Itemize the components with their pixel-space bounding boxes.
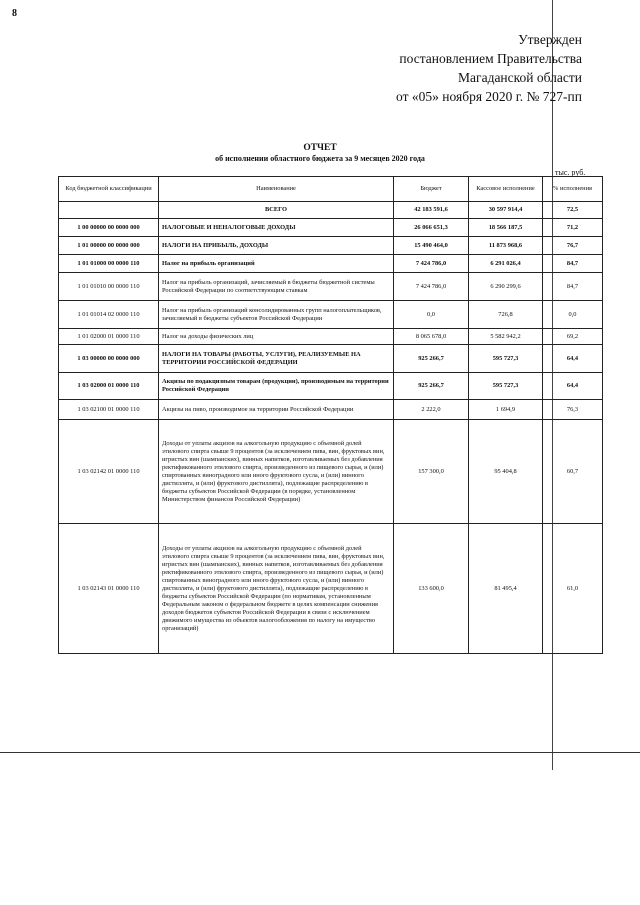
- row-percent: 71,2: [543, 219, 603, 237]
- row-name: НАЛОГИ НА ПРИБЫЛЬ, ДОХОДЫ: [159, 237, 394, 255]
- report-title: ОТЧЕТ: [303, 143, 337, 153]
- row-budget: 925 266,7: [394, 373, 469, 400]
- table-row: [59, 373, 603, 400]
- table-row: [59, 345, 603, 373]
- row-code: 1 01 01014 02 0000 110: [59, 301, 159, 329]
- row-name: Налог на доходы физических лиц: [159, 329, 394, 345]
- row-code: 1 01 00000 00 0000 000: [59, 237, 159, 255]
- row-budget: 925 266,7: [394, 345, 469, 373]
- approval-line-1: Утвержден: [518, 32, 582, 47]
- row-name: НАЛОГОВЫЕ И НЕНАЛОГОВЫЕ ДОХОДЫ: [159, 219, 394, 237]
- row-cash: 595 727,3: [469, 373, 543, 400]
- row-budget: 7 424 786,0: [394, 255, 469, 273]
- header-code: Код бюджетной классификации: [59, 177, 159, 202]
- table-row: [59, 420, 603, 524]
- row-percent: 84,7: [543, 255, 603, 273]
- row-budget: 8 065 678,0: [394, 329, 469, 345]
- table-row: [59, 255, 603, 273]
- units-label: тыс. руб.: [555, 168, 586, 177]
- row-budget: 157 300,0: [394, 420, 469, 524]
- row-code: 1 01 01010 00 0000 110: [59, 273, 159, 301]
- row-percent: 61,0: [543, 524, 603, 654]
- row-budget: 2 222,0: [394, 400, 469, 420]
- table-row: [59, 219, 603, 237]
- row-budget: 42 183 591,6: [394, 202, 469, 219]
- row-percent: 76,3: [543, 400, 603, 420]
- row-code: 1 03 02142 01 0000 110: [59, 420, 159, 524]
- row-cash: 6 290 299,6: [469, 273, 543, 301]
- row-code: 1 03 02000 01 0000 110: [59, 373, 159, 400]
- row-cash: 11 873 968,6: [469, 237, 543, 255]
- row-percent: 69,2: [543, 329, 603, 345]
- row-cash: 726,8: [469, 301, 543, 329]
- row-percent: 72,5: [543, 202, 603, 219]
- row-name: Доходы от уплаты акцизов на алкогольную продукцию с объемной долей этилового спирта свыше 9 процентов (за исключением пива, вин, фруктовых вин, игристых вин (шампанских), винных напитков, изготавливаемых без добавления ректификованного этилового спирта, произведенного из пищевого сырья, и (или) спиртованных виноградного или иного фруктового сусла, и (или) винного дистиллята, и (или) фруктового дистиллята), подлежащие распределению в бюджеты субъектов Российской Федерации (в порядке, установленном Министерством финансов Российской Федерации): [159, 420, 394, 524]
- row-cash: 5 582 942,2: [469, 329, 543, 345]
- row-code: 1 01 01000 00 0000 110: [59, 255, 159, 273]
- row-budget: 7 424 786,0: [394, 273, 469, 301]
- row-code: [59, 202, 159, 219]
- row-code: 1 03 02100 01 0000 110: [59, 400, 159, 420]
- header-name: Наименование: [159, 177, 394, 202]
- table-row: [59, 273, 603, 301]
- row-budget: 26 066 651,3: [394, 219, 469, 237]
- table-row: [59, 301, 603, 329]
- row-cash: 95 404,8: [469, 420, 543, 524]
- row-name: Доходы от уплаты акцизов на алкогольную продукцию с объемной долей этилового спирта свыше 9 процентов (за исключением пива, вин, фруктовых вин, игристых вин (шампанских), винных напитков, изготавливаемых без добавления ректификованного этилового спирта, произведенного из пищевого сырья, и (или) спиртованных виноградного или иного фруктового сусла, и (или) винного дистиллята, и (или) фруктового дистиллята), подлежащие распределению в бюджеты субъектов Российской Федерации (по нормативам, установленным Федеральным законом о федеральном бюджете в целях компенсации снижения доходов бюджетов субъектов Российской Федерации в связи с исключением движимого имущества из объектов налогообложения по налогу на имущество организаций): [159, 524, 394, 654]
- header-cash: Кассовое исполнение: [469, 177, 543, 202]
- row-cash: 30 597 914,4: [469, 202, 543, 219]
- row-percent: 76,7: [543, 237, 603, 255]
- row-name: Акцизы по подакцизным товарам (продукции), производимым на территории Российской Федерации: [159, 373, 394, 400]
- scan-artifact-horizontal-line: [0, 752, 640, 753]
- row-code: 1 03 00000 00 0000 000: [59, 345, 159, 373]
- row-cash: 6 291 026,4: [469, 255, 543, 273]
- header-percent: % исполнения: [543, 177, 603, 202]
- row-percent: 64,4: [543, 345, 603, 373]
- row-name: Налог на прибыль организаций, зачисляемый в бюджеты бюджетной системы Российской Федерации по соответствующим ставкам: [159, 273, 394, 301]
- table-row: [59, 524, 603, 654]
- row-code: 1 01 02000 01 0000 110: [59, 329, 159, 345]
- approval-line-2: постановлением Правительства: [399, 51, 582, 66]
- row-budget: 133 600,0: [394, 524, 469, 654]
- row-code: 1 03 02143 01 0000 110: [59, 524, 159, 654]
- row-budget: 15 490 464,0: [394, 237, 469, 255]
- row-percent: 0,0: [543, 301, 603, 329]
- page-mark: 8: [12, 8, 17, 19]
- header-budget: Бюджет: [394, 177, 469, 202]
- row-percent: 64,4: [543, 373, 603, 400]
- row-percent: 84,7: [543, 273, 603, 301]
- row-name: НАЛОГИ НА ТОВАРЫ (РАБОТЫ, УСЛУГИ), РЕАЛИЗУЕМЫЕ НА ТЕРРИТОРИИ РОССИЙСКОЙ ФЕДЕРАЦИИ: [159, 345, 394, 373]
- table-row: [59, 400, 603, 420]
- approval-line-3: Магаданской области: [458, 70, 582, 85]
- row-budget: 0,0: [394, 301, 469, 329]
- approval-line-4: от «05» ноября 2020 г. № 727-пп: [396, 89, 582, 104]
- row-code: 1 00 00000 00 0000 000: [59, 219, 159, 237]
- row-cash: 595 727,3: [469, 345, 543, 373]
- row-name: ВСЕГО: [159, 202, 394, 219]
- budget-execution-table: [58, 176, 603, 654]
- row-name: Акцизы на пиво, производимое на территории Российской Федерации: [159, 400, 394, 420]
- table-row: [59, 329, 603, 345]
- row-name: Налог на прибыль организаций консолидированных групп налогоплательщиков, зачисляемый в бюджеты субъектов Российской Федерации: [159, 301, 394, 329]
- table-row: [59, 237, 603, 255]
- row-name: Налог на прибыль организаций: [159, 255, 394, 273]
- row-cash: 81 495,4: [469, 524, 543, 654]
- table-header-row: [59, 177, 603, 202]
- report-subtitle: об исполнении областного бюджета за 9 месяцев 2020 года: [215, 154, 425, 163]
- row-cash: 1 694,9: [469, 400, 543, 420]
- table-row: [59, 202, 603, 219]
- approval-block: [396, 30, 582, 106]
- row-percent: 60,7: [543, 420, 603, 524]
- row-cash: 18 566 187,5: [469, 219, 543, 237]
